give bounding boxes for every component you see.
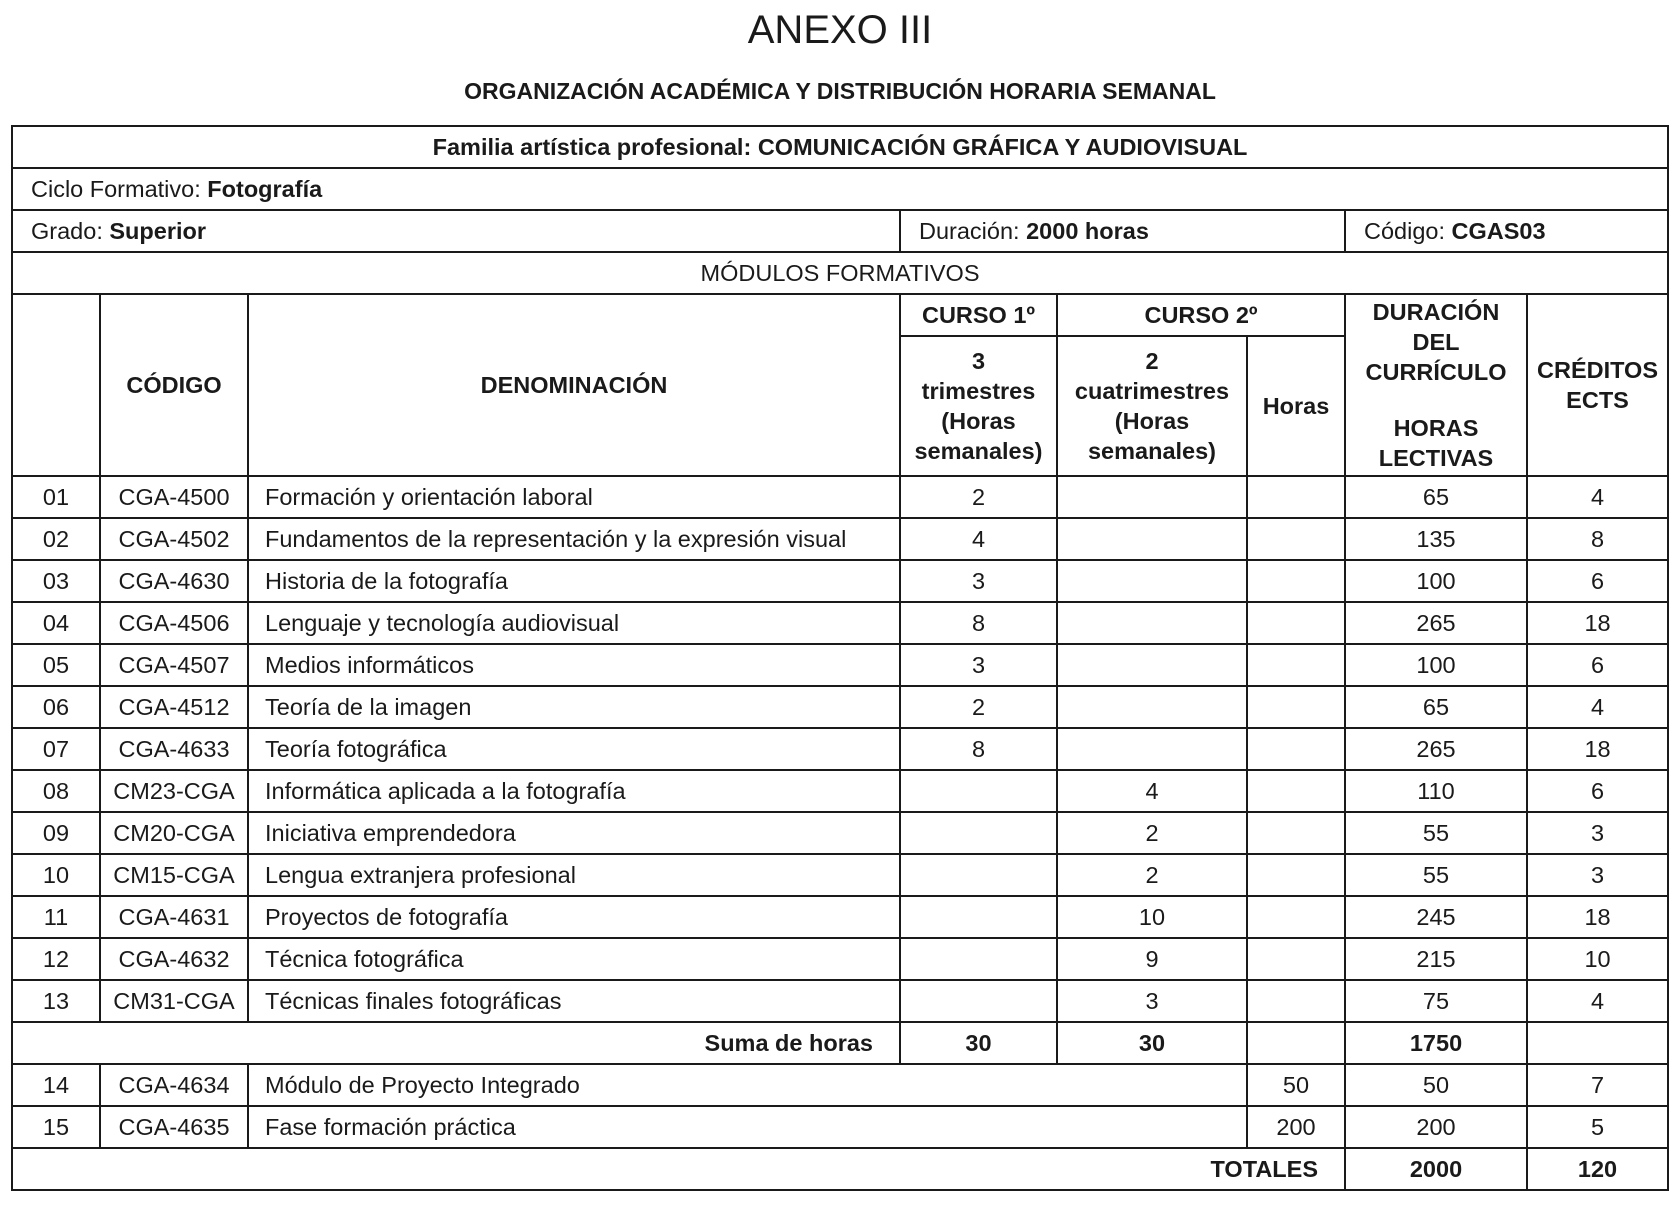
- row-curso2: 4: [1057, 770, 1247, 812]
- table-row: [12, 476, 1668, 518]
- row-duracion: 100: [1345, 644, 1527, 686]
- row-duracion: 265: [1345, 602, 1527, 644]
- row-horas: [1247, 560, 1345, 602]
- header-denominacion: DENOMINACIÓN: [248, 294, 900, 476]
- modulos-header-row: [12, 252, 1668, 294]
- row-codigo: CM31-CGA: [100, 980, 248, 1022]
- row-curso2: 3: [1057, 980, 1247, 1022]
- row-creditos: 18: [1527, 602, 1668, 644]
- row-codigo: CGA-4502: [100, 518, 248, 560]
- header-curso2-detail: [1057, 336, 1247, 476]
- row-duracion: 110: [1345, 770, 1527, 812]
- grado-value: Superior: [109, 217, 207, 244]
- grado-label: Grado:: [31, 217, 103, 244]
- row-codigo: CGA-4634: [100, 1064, 248, 1106]
- row-duracion: 55: [1345, 854, 1527, 896]
- header-curso1-line2: trimestres: [921, 378, 1036, 404]
- suma-curso1: 30: [900, 1022, 1057, 1064]
- row-horas: [1247, 896, 1345, 938]
- row-creditos: 5: [1527, 1106, 1668, 1148]
- table-row: [12, 980, 1668, 1022]
- row-codigo: CGA-4500: [100, 476, 248, 518]
- row-duracion: 65: [1345, 476, 1527, 518]
- ciclo-label: Ciclo Formativo:: [31, 175, 201, 202]
- row-duracion: 100: [1345, 560, 1527, 602]
- ciclo-row: [12, 168, 1668, 210]
- row-horas: [1247, 644, 1345, 686]
- totales-row: [12, 1148, 1668, 1190]
- ciclo-cell: [12, 168, 1668, 210]
- header-duracion-line2: DEL: [1412, 329, 1460, 355]
- header-duracion-line5: LECTIVAS: [1378, 445, 1494, 471]
- row-curso2: [1057, 560, 1247, 602]
- row-creditos: 6: [1527, 644, 1668, 686]
- row-denominacion: Historia de la fotografía: [248, 560, 900, 602]
- table-row: [12, 728, 1668, 770]
- totales-duracion: 2000: [1345, 1148, 1527, 1190]
- row-codigo: CGA-4632: [100, 938, 248, 980]
- grado-cell: [12, 210, 900, 252]
- row-curso1: [900, 896, 1057, 938]
- table-row: [12, 518, 1668, 560]
- header-duracion: [1345, 294, 1527, 476]
- header-creditos: [1527, 294, 1668, 476]
- row-denominacion: Teoría fotográfica: [248, 728, 900, 770]
- row-codigo: CGA-4507: [100, 644, 248, 686]
- ciclo-value: Fotografía: [207, 175, 323, 202]
- row-curso2: 9: [1057, 938, 1247, 980]
- row-curso1: 3: [900, 644, 1057, 686]
- module-rows: [12, 476, 1668, 1022]
- row-duracion: 75: [1345, 980, 1527, 1022]
- row-horas: [1247, 518, 1345, 560]
- row-duracion: 245: [1345, 896, 1527, 938]
- table-row: [12, 602, 1668, 644]
- row-creditos: 7: [1527, 1064, 1668, 1106]
- summary-body: [12, 1022, 1668, 1064]
- row-duracion: 65: [1345, 686, 1527, 728]
- table-body: [12, 126, 1668, 476]
- totals-body: [12, 1148, 1668, 1190]
- header-creditos-line1: CRÉDITOS: [1537, 357, 1659, 383]
- table-row: [12, 770, 1668, 812]
- modules-table: [11, 125, 1669, 1191]
- row-creditos: 10: [1527, 938, 1668, 980]
- row-horas: [1247, 812, 1345, 854]
- row-num: 12: [12, 938, 100, 980]
- row-num: 05: [12, 644, 100, 686]
- row-denominacion: Informática aplicada a la fotografía: [248, 770, 900, 812]
- row-horas: 200: [1247, 1106, 1345, 1148]
- row-curso2: 2: [1057, 812, 1247, 854]
- row-num: 07: [12, 728, 100, 770]
- row-num: 04: [12, 602, 100, 644]
- row-horas: [1247, 854, 1345, 896]
- row-curso1: 8: [900, 728, 1057, 770]
- row-duracion: 55: [1345, 812, 1527, 854]
- row-codigo: CGA-4631: [100, 896, 248, 938]
- codigo-value: CGAS03: [1451, 217, 1546, 244]
- table-row: [12, 644, 1668, 686]
- familia-label: Familia artística profesional:: [432, 133, 752, 160]
- header-curso1-detail: [900, 336, 1057, 476]
- row-curso1: [900, 770, 1057, 812]
- row-num: 01: [12, 476, 100, 518]
- row-num: 08: [12, 770, 100, 812]
- header-curso2-line4: semanales): [1087, 438, 1217, 464]
- row-denominacion: Medios informáticos: [248, 644, 900, 686]
- header-curso1-line1: 3: [971, 348, 986, 374]
- row-denominacion: Formación y orientación laboral: [248, 476, 900, 518]
- row-curso1: 8: [900, 602, 1057, 644]
- row-curso1: 4: [900, 518, 1057, 560]
- grado-row: [12, 210, 1668, 252]
- codigo-label: Código:: [1364, 217, 1445, 244]
- header-curso2-line1: 2: [1145, 348, 1159, 374]
- row-num: 10: [12, 854, 100, 896]
- row-creditos: 8: [1527, 518, 1668, 560]
- codigo-cell: [1345, 210, 1668, 252]
- totales-label: TOTALES: [12, 1148, 1345, 1190]
- table-row: [12, 938, 1668, 980]
- row-creditos: 4: [1527, 476, 1668, 518]
- row-denominacion: Técnica fotográfica: [248, 938, 900, 980]
- row-codigo: CM20-CGA: [100, 812, 248, 854]
- row-creditos: 4: [1527, 980, 1668, 1022]
- row-duracion: 265: [1345, 728, 1527, 770]
- row-num: 11: [12, 896, 100, 938]
- suma-duracion: 1750: [1345, 1022, 1527, 1064]
- table-row: [12, 686, 1668, 728]
- row-curso2: 10: [1057, 896, 1247, 938]
- page-title: ANEXO III: [747, 8, 933, 52]
- header-codigo: CÓDIGO: [100, 294, 248, 476]
- row-creditos: 3: [1527, 812, 1668, 854]
- row-curso2: [1057, 518, 1247, 560]
- row-denominacion: Técnicas finales fotográficas: [248, 980, 900, 1022]
- table-row: [12, 560, 1668, 602]
- row-duracion: 200: [1345, 1106, 1527, 1148]
- row-curso1: 2: [900, 476, 1057, 518]
- row-curso2: [1057, 686, 1247, 728]
- row-denominacion: Proyectos de fotografía: [248, 896, 900, 938]
- table-row: [12, 854, 1668, 896]
- table-row: [12, 1106, 1668, 1148]
- row-denominacion: Lenguaje y tecnología audiovisual: [248, 602, 900, 644]
- header-duracion-line4: HORAS: [1393, 415, 1479, 441]
- row-curso2: [1057, 728, 1247, 770]
- familia-row: [12, 126, 1668, 168]
- header-creditos-line2: ECTS: [1566, 387, 1629, 413]
- row-horas: [1247, 938, 1345, 980]
- suma-curso2: 30: [1057, 1022, 1247, 1064]
- row-num: 14: [12, 1064, 100, 1106]
- table-row: [12, 812, 1668, 854]
- table-row: [12, 1064, 1668, 1106]
- row-num: 06: [12, 686, 100, 728]
- row-curso2: 2: [1057, 854, 1247, 896]
- row-duracion: 50: [1345, 1064, 1527, 1106]
- row-horas: [1247, 770, 1345, 812]
- extra-rows: [12, 1064, 1668, 1148]
- modulos-header: MÓDULOS FORMATIVOS: [12, 252, 1668, 294]
- row-horas: 50: [1247, 1064, 1345, 1106]
- suma-horas: [1247, 1022, 1345, 1064]
- row-denominacion: Fundamentos de la representación y la expresión visual: [248, 518, 900, 560]
- suma-label: Suma de horas: [12, 1022, 900, 1064]
- page-subtitle: ORGANIZACIÓN ACADÉMICA Y DISTRIBUCIÓN HORARIA SEMANAL: [464, 78, 1216, 104]
- row-horas: [1247, 728, 1345, 770]
- header-duracion-line1: DURACIÓN: [1372, 299, 1500, 325]
- row-horas: [1247, 602, 1345, 644]
- row-codigo: CGA-4506: [100, 602, 248, 644]
- header-curso1-line3: (Horas: [941, 408, 1016, 434]
- row-creditos: 18: [1527, 896, 1668, 938]
- row-num: 02: [12, 518, 100, 560]
- row-curso1: [900, 812, 1057, 854]
- row-denominacion: Iniciativa emprendedora: [248, 812, 900, 854]
- row-curso1: [900, 980, 1057, 1022]
- row-duracion: 135: [1345, 518, 1527, 560]
- header-curso2-line3: (Horas: [1114, 408, 1190, 434]
- row-creditos: 4: [1527, 686, 1668, 728]
- row-horas: [1247, 686, 1345, 728]
- row-duracion: 215: [1345, 938, 1527, 980]
- row-codigo: CM15-CGA: [100, 854, 248, 896]
- familia-value: COMUNICACIÓN GRÁFICA Y AUDIOVISUAL: [757, 133, 1248, 160]
- row-denominacion: Módulo de Proyecto Integrado: [248, 1064, 1247, 1106]
- row-curso1: [900, 938, 1057, 980]
- column-header-row-1: [12, 294, 1668, 336]
- duracion-value: 2000 horas: [1026, 217, 1149, 244]
- row-codigo: CGA-4630: [100, 560, 248, 602]
- header-horas: Horas: [1247, 336, 1345, 476]
- suma-row: [12, 1022, 1668, 1064]
- header-curso1-line4: semanales): [914, 438, 1043, 464]
- row-curso2: [1057, 602, 1247, 644]
- duracion-cell: [900, 210, 1345, 252]
- row-curso1: 2: [900, 686, 1057, 728]
- table-row: [12, 896, 1668, 938]
- row-curso2: [1057, 476, 1247, 518]
- row-denominacion: Teoría de la imagen: [248, 686, 900, 728]
- header-curso1: CURSO 1º: [900, 294, 1057, 336]
- row-horas: [1247, 476, 1345, 518]
- header-curso2: CURSO 2º: [1057, 294, 1345, 336]
- row-curso1: [900, 854, 1057, 896]
- header-num: [12, 294, 100, 476]
- header-duracion-line3: CURRÍCULO: [1365, 359, 1507, 385]
- row-denominacion: Fase formación práctica: [248, 1106, 1247, 1148]
- row-codigo: CGA-4633: [100, 728, 248, 770]
- row-creditos: 18: [1527, 728, 1668, 770]
- row-num: 03: [12, 560, 100, 602]
- row-num: 09: [12, 812, 100, 854]
- suma-creditos: [1527, 1022, 1668, 1064]
- row-denominacion: Lengua extranjera profesional: [248, 854, 900, 896]
- header-curso2-line2: cuatrimestres: [1074, 378, 1230, 404]
- row-codigo: CGA-4635: [100, 1106, 248, 1148]
- row-curso2: [1057, 644, 1247, 686]
- row-horas: [1247, 980, 1345, 1022]
- row-creditos: 3: [1527, 854, 1668, 896]
- row-num: 15: [12, 1106, 100, 1148]
- row-codigo: CGA-4512: [100, 686, 248, 728]
- row-creditos: 6: [1527, 770, 1668, 812]
- row-num: 13: [12, 980, 100, 1022]
- totales-creditos: 120: [1527, 1148, 1668, 1190]
- row-codigo: CM23-CGA: [100, 770, 248, 812]
- row-creditos: 6: [1527, 560, 1668, 602]
- duracion-label: Duración:: [919, 217, 1020, 244]
- row-curso1: 3: [900, 560, 1057, 602]
- familia-cell: [12, 126, 1668, 168]
